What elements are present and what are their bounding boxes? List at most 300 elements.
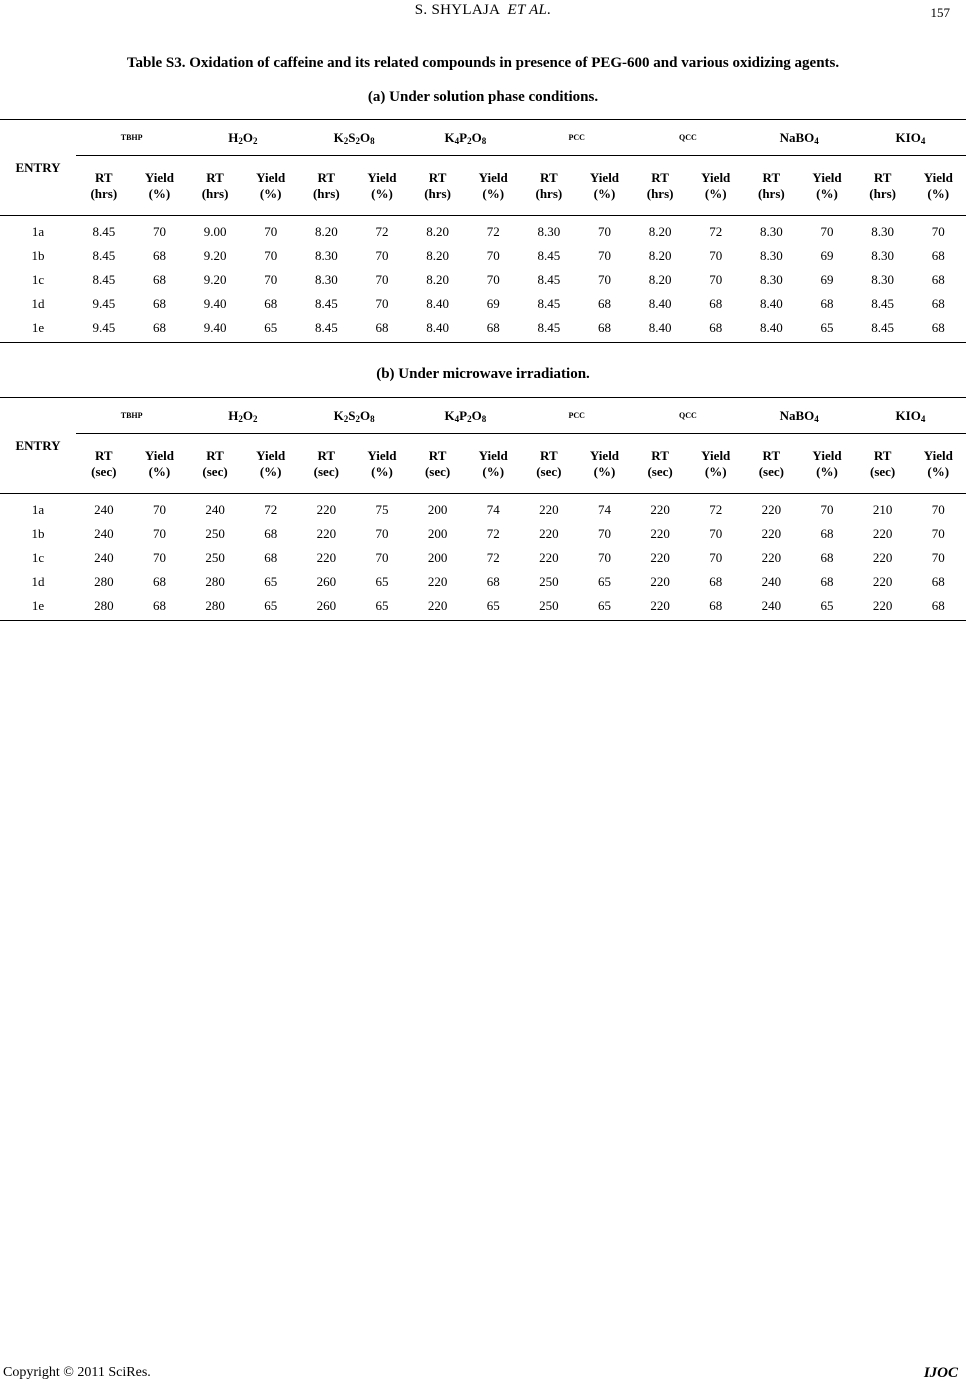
yield-unit: (%): [259, 185, 282, 201]
yield-label: Yield: [367, 169, 397, 185]
yield-label: Yield: [812, 447, 842, 463]
table-a-oxidant-header: [744, 120, 855, 156]
yield-cell: 70: [931, 526, 945, 541]
rt-cell: 8.30: [314, 248, 338, 263]
rt-cell: 9.45: [92, 296, 116, 311]
table-a-oxidant-header: [187, 120, 298, 156]
table-a-oxidant-header: [855, 120, 966, 156]
yield-cell: 70: [597, 248, 611, 263]
rt-cell: 250: [205, 550, 225, 565]
yield-cell: 68: [820, 550, 834, 565]
rt-unit: (hrs): [869, 185, 896, 201]
yield-cell: 70: [375, 248, 389, 263]
yield-cell: 74: [597, 502, 611, 517]
yield-label: Yield: [478, 447, 508, 463]
yield-cell: 70: [375, 526, 389, 541]
yield-label: Yield: [923, 447, 953, 463]
table-a-oxidant-header: [299, 120, 410, 156]
table-a-entry-header: ENTRY: [0, 120, 76, 216]
yield-cell: 68: [820, 574, 834, 589]
table-a-yield-header: [465, 156, 521, 216]
rt-cell: 220: [539, 502, 559, 517]
formula-symbol: KIO: [895, 407, 921, 423]
table-row: [0, 522, 966, 546]
rt-label: RT: [651, 169, 669, 185]
entry-cell: 1c: [31, 272, 45, 287]
rt-cell: 240: [205, 502, 225, 517]
table-b-yield-header: [132, 434, 188, 494]
table-b-yield-header: [799, 434, 855, 494]
formula-symbol: KIO: [895, 129, 921, 145]
formula-subscript: 2: [253, 135, 258, 146]
rt-unit: (hrs): [646, 185, 674, 201]
table-b-yield-header: [688, 434, 744, 494]
table-a-rt-header: [744, 156, 800, 216]
rt-unit: (sec): [313, 463, 339, 479]
formula-symbol: O: [360, 129, 371, 145]
table-b-rt-header: [744, 434, 800, 494]
yield-cell: 68: [820, 526, 834, 541]
formula-symbol: S: [348, 129, 356, 145]
yield-cell: 68: [931, 248, 945, 263]
table-b-oxidant-header: [521, 398, 632, 434]
rt-cell: 220: [316, 550, 337, 565]
table-row: [0, 268, 966, 292]
table-b-oxidant-header: [744, 398, 855, 434]
rt-cell: 8.45: [537, 296, 561, 311]
yield-cell: 70: [597, 272, 611, 287]
yield-cell: 70: [597, 550, 611, 565]
rt-cell: 220: [761, 502, 782, 517]
formula-symbol: O: [242, 407, 253, 423]
yield-cell: 70: [709, 248, 723, 263]
formula-symbol: O: [360, 407, 371, 423]
formula-subscript: 2: [238, 413, 243, 424]
rt-cell: 200: [427, 526, 448, 541]
entry-cell: 1e: [0, 316, 76, 343]
entry-cell: 1d: [31, 296, 45, 311]
footer-journal: IJOC: [923, 1365, 958, 1381]
rt-cell: 8.30: [759, 224, 783, 239]
rt-cell: 9.45: [76, 316, 132, 343]
yield-cell: 70: [264, 224, 278, 239]
yield-cell: 69: [486, 296, 500, 311]
formula-symbol: K: [444, 407, 455, 423]
table-b-rt-header: [410, 434, 466, 494]
table-b-yield-header: [465, 434, 521, 494]
table-b-rt-header: [855, 434, 911, 494]
rt-cell: 8.45: [521, 316, 577, 343]
rt-cell: 220: [650, 502, 670, 517]
rt-cell: 220: [410, 594, 466, 621]
yield-cell: 70: [931, 550, 945, 565]
yield-cell: 70: [152, 224, 166, 239]
rt-label: RT: [873, 447, 892, 463]
oxidant-name: PCC: [568, 411, 585, 420]
table-b-yield-header: [577, 434, 633, 494]
entry-cell: 1b: [31, 248, 45, 263]
formula-subscript: 2: [343, 135, 349, 146]
yield-label: Yield: [144, 169, 174, 185]
yield-cell: 75: [375, 502, 389, 517]
yield-cell: 70: [152, 502, 166, 517]
rt-label: RT: [651, 447, 669, 463]
yield-cell: 68: [152, 574, 166, 589]
table-a-yield-header: [688, 156, 744, 216]
table-a-rt-header: [855, 156, 911, 216]
formula-subscript: 4: [454, 413, 460, 424]
rt-cell: 8.45: [92, 224, 116, 239]
rt-cell: 8.40: [759, 296, 783, 311]
rt-cell: 8.45: [299, 316, 355, 343]
yield-cell: 70: [597, 526, 611, 541]
rt-unit: (sec): [869, 463, 896, 479]
yield-unit: (%): [148, 463, 171, 479]
rt-cell: 220: [316, 502, 337, 517]
rt-cell: 220: [427, 574, 448, 589]
formula-subscript: 4: [920, 135, 926, 146]
rt-unit: (hrs): [201, 185, 229, 201]
yield-cell: 68: [910, 594, 966, 621]
yield-unit: (%): [482, 463, 505, 479]
formula-symbol: K: [333, 129, 344, 145]
table-row: [0, 216, 966, 245]
table-b-oxidant-header: [299, 398, 410, 434]
table-a-oxidant-header: [76, 120, 187, 156]
table-a-unit-header-row: [0, 156, 966, 216]
yield-cell: 69: [820, 272, 834, 287]
rt-cell: 220: [650, 526, 670, 541]
table-a-yield-header: [799, 156, 855, 216]
formula-subscript: 2: [343, 413, 349, 424]
rt-cell: 8.30: [871, 272, 894, 287]
yield-cell: 70: [709, 272, 723, 287]
rt-cell: 8.45: [92, 248, 116, 263]
yield-cell: 65: [577, 594, 633, 621]
rt-cell: 280: [187, 594, 243, 621]
table-row: [0, 594, 966, 621]
yield-cell: 72: [486, 224, 500, 239]
rt-label: RT: [762, 447, 781, 463]
formula-subscript: 2: [355, 135, 360, 146]
rt-cell: 8.40: [744, 316, 800, 343]
yield-cell: 70: [152, 526, 166, 541]
formula-subscript: 2: [238, 135, 243, 146]
oxidant-name: QCC: [679, 133, 697, 142]
rt-cell: 9.00: [203, 224, 227, 239]
yield-cell: 65: [243, 316, 299, 343]
table-row: [0, 316, 966, 343]
formula-subscript: 8: [481, 413, 487, 424]
formula-symbol: P: [459, 129, 468, 145]
yield-cell: 65: [264, 574, 278, 589]
yield-unit: (%): [816, 463, 838, 479]
table-b-oxidant-header: [410, 398, 521, 434]
table-row: [0, 494, 966, 523]
rt-cell: 220: [872, 550, 893, 565]
rt-cell: 240: [94, 526, 114, 541]
yield-cell: 68: [931, 272, 945, 287]
yield-cell: 68: [910, 316, 966, 343]
yield-unit: (%): [816, 185, 838, 201]
table-b-oxidant-header-row: [0, 398, 966, 434]
yield-cell: 74: [486, 502, 500, 517]
rt-cell: 240: [94, 550, 114, 565]
formula-symbol: NaBO: [779, 407, 815, 423]
entry-cell: 1e: [0, 594, 76, 621]
table-a-yield-header: [132, 156, 188, 216]
rt-cell: 8.30: [759, 272, 783, 287]
rt-cell: 260: [299, 594, 355, 621]
table-title: Table S3. Oxidation of caffeine and its related compounds in presence of PEG-600 and various oxidizing agents.: [126, 55, 840, 71]
yield-cell: 65: [465, 594, 521, 621]
rt-label: RT: [206, 169, 224, 185]
rt-cell: 8.40: [426, 296, 449, 311]
yield-cell: 70: [709, 550, 723, 565]
running-head: [0, 2, 966, 19]
rt-label: RT: [317, 169, 336, 185]
table-a-yield-header: [910, 156, 966, 216]
oxidant-name: TBHP: [120, 133, 143, 142]
rt-cell: 8.20: [648, 248, 672, 263]
yield-cell: 68: [820, 296, 834, 311]
rt-cell: 8.30: [537, 224, 561, 239]
table-a-yield-header: [577, 156, 633, 216]
oxidant-name: TBHP: [120, 411, 143, 420]
formula-subscript: 8: [370, 135, 375, 146]
table-b-unit-header-row: [0, 434, 966, 494]
rt-cell: 220: [872, 526, 893, 541]
yield-cell: 68: [465, 316, 521, 343]
rt-label: RT: [873, 169, 892, 185]
yield-cell: 70: [820, 502, 834, 517]
table-b-microwave: [0, 397, 966, 621]
yield-unit: (%): [927, 185, 950, 201]
yield-unit: (%): [259, 463, 282, 479]
table-b-yield-header: [354, 434, 410, 494]
table-a-oxidant-header: [410, 120, 521, 156]
formula-symbol: O: [471, 407, 482, 423]
formula-subscript: 2: [355, 413, 360, 424]
rt-cell: 240: [761, 574, 782, 589]
table-a-rt-header: [187, 156, 243, 216]
yield-label: Yield: [701, 447, 731, 463]
running-head-author: S. SHYLAJA: [414, 2, 500, 18]
rt-cell: 8.20: [314, 224, 338, 239]
rt-cell: 8.20: [648, 272, 672, 287]
formula-symbol: O: [242, 129, 253, 145]
yield-unit: (%): [482, 185, 505, 201]
yield-label: Yield: [701, 169, 731, 185]
table-a-rt-header: [410, 156, 466, 216]
yield-label: Yield: [812, 169, 842, 185]
table-a-yield-header: [354, 156, 410, 216]
rt-cell: 220: [761, 526, 782, 541]
yield-cell: 65: [799, 316, 855, 343]
rt-cell: 8.40: [632, 316, 688, 343]
table-row: [0, 292, 966, 316]
formula-subscript: 8: [370, 413, 375, 424]
table-row: [0, 570, 966, 594]
table-b-yield-header: [910, 434, 966, 494]
yield-label: Yield: [589, 169, 620, 185]
table-a-subtitle: (a) Under solution phase conditions.: [367, 89, 599, 105]
rt-cell: 8.45: [871, 296, 894, 311]
formula-subscript: 8: [481, 135, 487, 146]
formula-symbol: H: [228, 407, 239, 423]
table-b-rt-header: [299, 434, 355, 494]
rt-label: RT: [95, 447, 113, 463]
yield-cell: 68: [709, 574, 723, 589]
yield-cell: 65: [375, 574, 389, 589]
table-a-solution-phase: [0, 119, 966, 343]
yield-cell: 70: [820, 224, 834, 239]
yield-unit: (%): [927, 463, 950, 479]
yield-cell: 69: [820, 248, 834, 263]
formula-subscript: 2: [467, 135, 472, 146]
table-a-rt-header: [299, 156, 355, 216]
rt-cell: 8.20: [426, 224, 449, 239]
yield-cell: 70: [486, 248, 500, 263]
rt-cell: 220: [650, 574, 670, 589]
yield-cell: 72: [264, 502, 278, 517]
rt-label: RT: [428, 447, 447, 463]
yield-cell: 72: [375, 224, 389, 239]
rt-cell: 250: [205, 526, 225, 541]
formula-subscript: 4: [814, 135, 819, 146]
rt-cell: 9.40: [203, 296, 227, 311]
rt-cell: 220: [316, 526, 337, 541]
rt-cell: 220: [855, 594, 911, 621]
yield-cell: 65: [799, 594, 855, 621]
rt-unit: (hrs): [424, 185, 451, 201]
entry-cell: 1d: [31, 574, 45, 589]
yield-unit: (%): [593, 185, 616, 201]
yield-label: Yield: [923, 169, 953, 185]
rt-cell: 220: [761, 550, 782, 565]
formula-subscript: 2: [467, 413, 472, 424]
yield-cell: 68: [709, 296, 723, 311]
formula-symbol: K: [444, 129, 455, 145]
rt-cell: 9.20: [203, 248, 227, 263]
rt-unit: (sec): [91, 463, 117, 479]
yield-cell: 68: [486, 574, 500, 589]
rt-cell: 8.20: [648, 224, 672, 239]
table-a-rt-header: [632, 156, 688, 216]
rt-cell: 8.40: [410, 316, 466, 343]
yield-cell: 72: [709, 502, 723, 517]
rt-cell: 8.45: [855, 316, 911, 343]
rt-cell: 8.45: [92, 272, 116, 287]
table-a-yield-header: [243, 156, 299, 216]
rt-cell: 220: [539, 550, 559, 565]
rt-unit: (hrs): [758, 185, 785, 201]
yield-cell: 68: [577, 316, 633, 343]
yield-cell: 68: [152, 272, 166, 287]
rt-label: RT: [95, 169, 113, 185]
oxidant-name: PCC: [568, 133, 585, 142]
yield-cell: 70: [709, 526, 723, 541]
table-b-oxidant-header: [187, 398, 298, 434]
yield-cell: 70: [264, 272, 278, 287]
yield-cell: 68: [132, 594, 188, 621]
rt-cell: 280: [205, 574, 225, 589]
yield-cell: 70: [375, 296, 389, 311]
rt-unit: (sec): [202, 463, 228, 479]
rt-label: RT: [428, 169, 447, 185]
table-b-rt-header: [187, 434, 243, 494]
yield-unit: (%): [704, 463, 727, 479]
yield-label: Yield: [256, 447, 286, 463]
rt-cell: 8.20: [426, 248, 449, 263]
yield-cell: 65: [597, 574, 611, 589]
rt-cell: 9.20: [203, 272, 227, 287]
formula-symbol: H: [228, 129, 239, 145]
entry-cell: 1c: [31, 550, 45, 565]
rt-cell: 240: [744, 594, 800, 621]
rt-cell: 240: [94, 502, 114, 517]
table-a-rt-header: [521, 156, 577, 216]
table-b-rt-header: [632, 434, 688, 494]
formula-symbol: K: [333, 407, 344, 423]
rt-cell: 8.45: [537, 272, 561, 287]
yield-label: Yield: [144, 447, 174, 463]
rt-cell: 200: [427, 502, 448, 517]
yield-cell: 68: [264, 296, 278, 311]
entry-cell: 1b: [31, 526, 45, 541]
rt-unit: (sec): [536, 463, 562, 479]
table-b-oxidant-header: [76, 398, 187, 434]
yield-cell: 68: [264, 526, 278, 541]
entry-cell: 1a: [31, 502, 45, 517]
rt-cell: 220: [872, 574, 893, 589]
table-b-rt-header: [521, 434, 577, 494]
yield-cell: 72: [486, 550, 500, 565]
formula-symbol: P: [459, 407, 468, 423]
table-row: [0, 244, 966, 268]
yield-cell: 68: [931, 296, 945, 311]
table-a-oxidant-header-row: [0, 120, 966, 156]
formula-symbol: O: [471, 129, 482, 145]
rt-label: RT: [540, 447, 558, 463]
rt-cell: 8.30: [871, 224, 894, 239]
rt-unit: (hrs): [90, 185, 118, 201]
yield-unit: (%): [148, 185, 171, 201]
yield-cell: 68: [152, 296, 166, 311]
table-b-rt-header: [76, 434, 132, 494]
yield-unit: (%): [704, 185, 727, 201]
running-head-etal: ET AL.: [507, 2, 552, 18]
rt-unit: (sec): [647, 463, 673, 479]
rt-cell: 200: [427, 550, 448, 565]
rt-cell: 8.30: [759, 248, 783, 263]
rt-label: RT: [762, 169, 781, 185]
rt-cell: 8.45: [314, 296, 338, 311]
rt-cell: 280: [94, 574, 114, 589]
rt-label: RT: [206, 447, 224, 463]
yield-cell: 70: [931, 502, 945, 517]
formula-subscript: 4: [814, 413, 819, 424]
rt-label: RT: [317, 447, 336, 463]
yield-label: Yield: [589, 447, 620, 463]
rt-cell: 220: [632, 594, 688, 621]
yield-unit: (%): [593, 463, 616, 479]
yield-cell: 68: [931, 574, 945, 589]
rt-cell: 260: [316, 574, 337, 589]
rt-unit: (hrs): [312, 185, 340, 201]
yield-cell: 68: [152, 248, 166, 263]
yield-cell: 68: [688, 594, 744, 621]
